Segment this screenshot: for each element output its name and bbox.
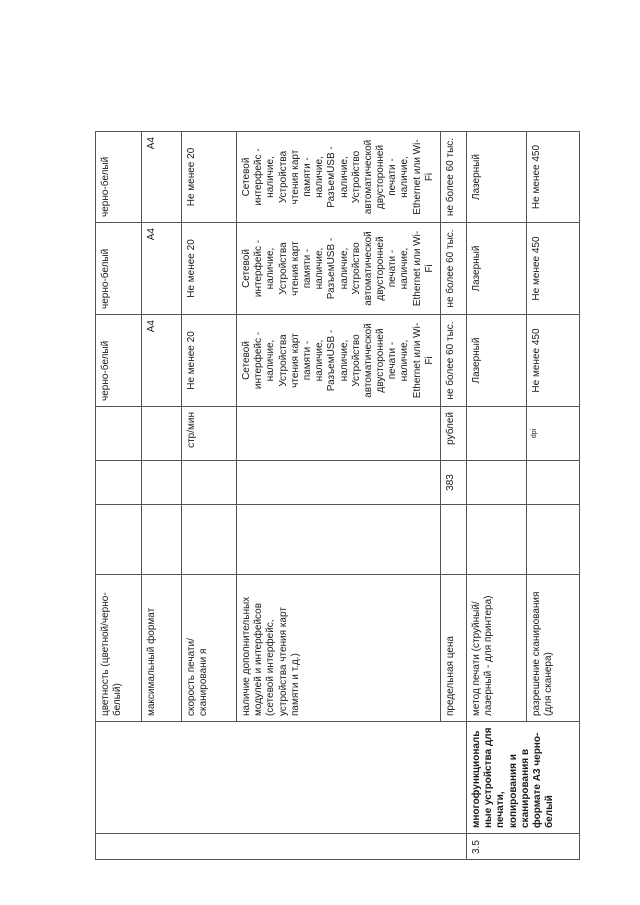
qty-cell xyxy=(142,461,182,505)
qty-cell xyxy=(182,461,237,505)
value-cell: Не менее 450 xyxy=(527,315,580,407)
value-cell: A4 xyxy=(142,315,182,407)
table-row xyxy=(467,132,527,860)
param-cell: максимальный формат xyxy=(142,575,182,722)
value-cell: A4 xyxy=(142,132,182,223)
value-cell: Не менее 20 xyxy=(182,315,237,407)
unit-cell xyxy=(96,407,142,461)
item-number: 3.5 xyxy=(467,834,580,860)
value-cell: Сетевой интерфейс - наличие, Устройства чтения карт памяти - наличие, РазъемUSB - наличие, Устройство автоматической двусторонней печати - наличие, Ethernet или Wi-Fi xyxy=(237,223,441,315)
qty-cell xyxy=(467,461,527,505)
unit-cell xyxy=(142,407,182,461)
param-cell: метод печати (струйный/лазерный - для принтера) xyxy=(467,575,527,722)
value-cell: Не менее 20 xyxy=(182,223,237,315)
table-row xyxy=(96,132,142,860)
qty-cell: 383 xyxy=(441,461,467,505)
param-cell: предельная цена xyxy=(441,575,467,722)
unit-cell xyxy=(467,407,527,461)
unit-cell xyxy=(237,407,441,461)
value-cell: не более 60 тыс. xyxy=(441,223,467,315)
value-cell: черно-белый xyxy=(96,315,142,407)
param-cell: разрешение сканирования (для сканера) xyxy=(527,575,580,722)
param-cell: наличие дополнительных модулей и интерфейсов (сетевой интерфейс, устройства чтения карт памяти и т.д.) xyxy=(237,575,441,722)
qty-cell xyxy=(237,461,441,505)
param-cell: скорость печати/сканировани я xyxy=(182,575,237,722)
blank-cell xyxy=(467,505,527,575)
blank-cell xyxy=(237,505,441,575)
item-name: многофункциональные устройства для печати, копирования и сканирования в формате А3 черно-белый xyxy=(467,722,580,834)
blank-cell xyxy=(527,505,580,575)
value-cell: Сетевой интерфейс - наличие, Устройства чтения карт памяти - наличие, РазъемUSB - наличие, Устройство автоматической двусторонней печати - наличие, Ethernet или Wi-Fi xyxy=(237,315,441,407)
value-cell: A4 xyxy=(142,223,182,315)
value-cell: Не менее 20 xyxy=(182,132,237,223)
blank-cell xyxy=(441,505,467,575)
unit-cell: стр/мин xyxy=(182,407,237,461)
value-cell: Лазерный xyxy=(467,132,527,223)
value-cell: Не менее 450 xyxy=(527,223,580,315)
blank-cell xyxy=(142,505,182,575)
specification-table xyxy=(95,131,580,860)
value-cell: не более 60 тыс. xyxy=(441,132,467,223)
value-cell: не более 60 тыс. xyxy=(441,315,467,407)
value-cell: Сетевой интерфейс - наличие, Устройства чтения карт памяти - наличие, РазъемUSB - наличие, Устройство автоматической двусторонней печати - наличие, Ethernet или Wi-Fi xyxy=(237,132,441,223)
value-cell: Лазерный xyxy=(467,315,527,407)
blank-cell xyxy=(182,505,237,575)
qty-cell xyxy=(96,461,142,505)
param-cell: цветность (цветной/черно-белый) xyxy=(96,575,142,722)
value-cell: черно-белый xyxy=(96,132,142,223)
name-cell-empty xyxy=(96,722,467,834)
blank-cell xyxy=(96,505,142,575)
number-cell-empty xyxy=(96,834,467,860)
unit-cell: dpi xyxy=(527,407,580,461)
value-cell: черно-белый xyxy=(96,223,142,315)
qty-cell xyxy=(527,461,580,505)
value-cell: Лазерный xyxy=(467,223,527,315)
value-cell: Не менее 450 xyxy=(527,132,580,223)
unit-cell: рублей xyxy=(441,407,467,461)
